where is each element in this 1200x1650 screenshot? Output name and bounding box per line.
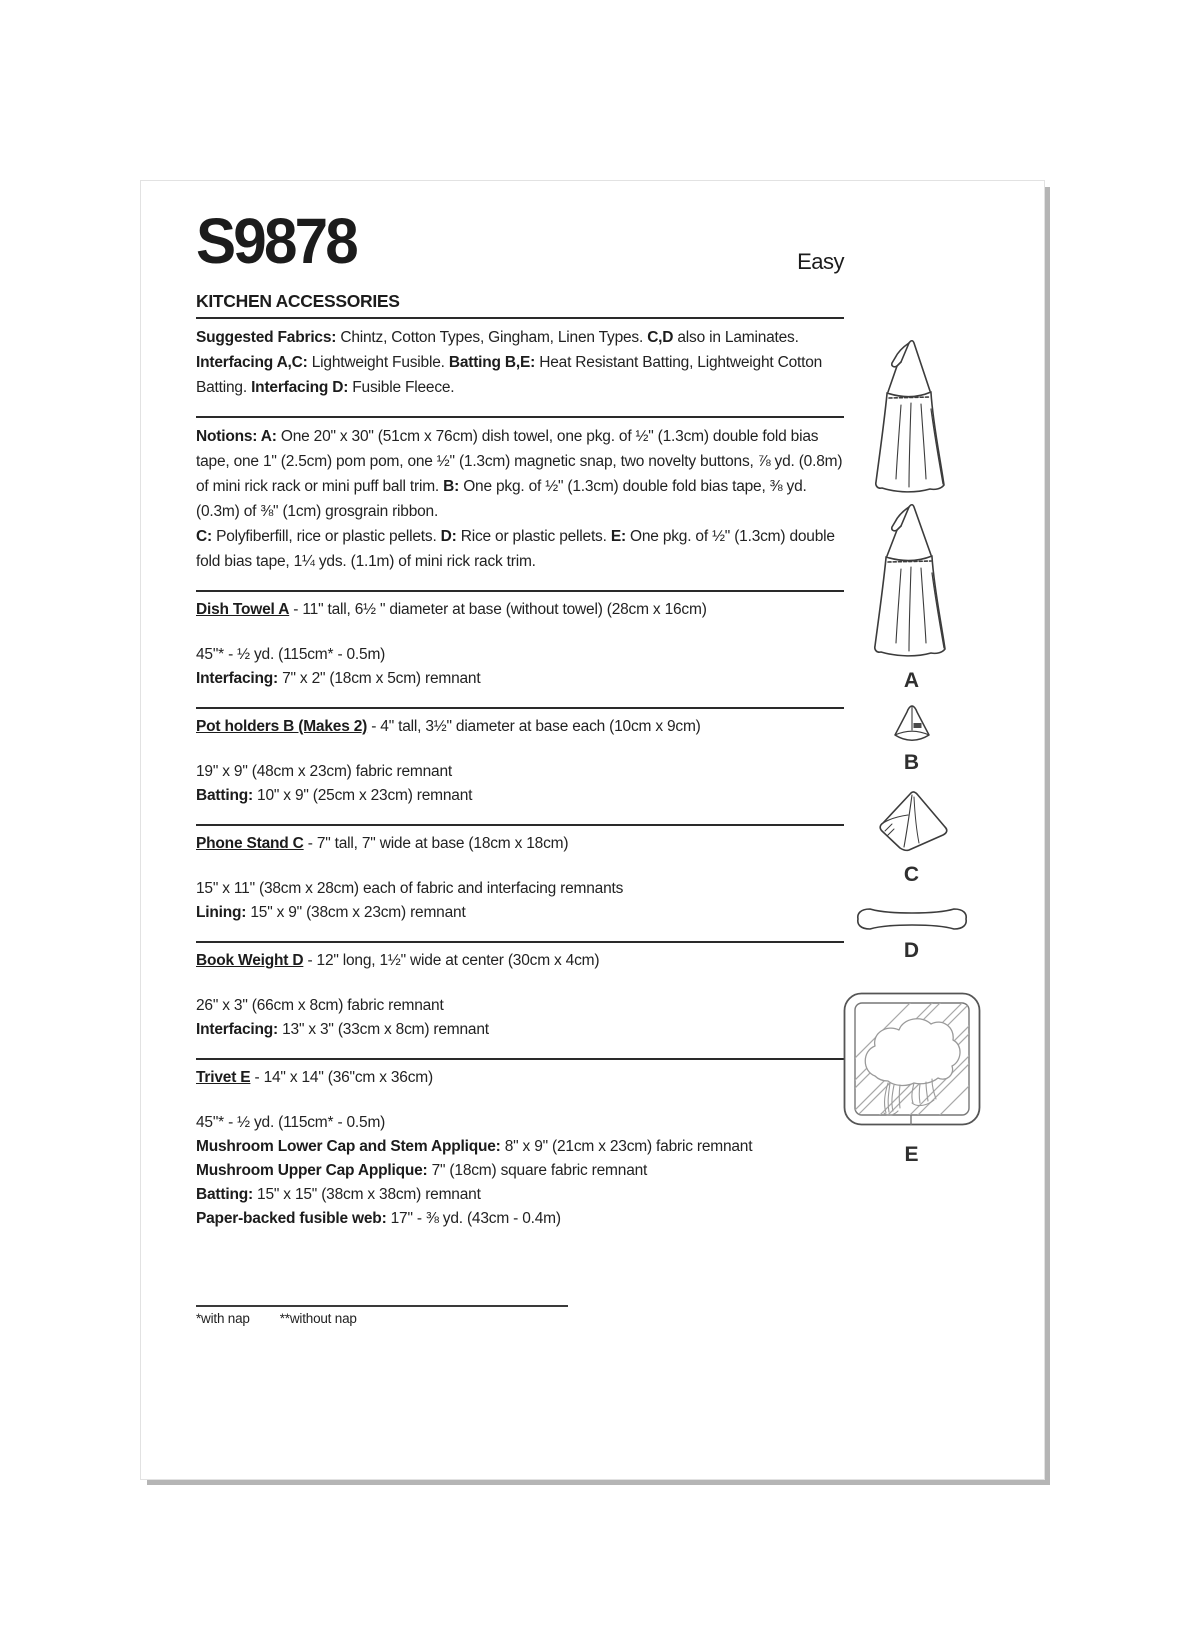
spec-section-dimensions: - 4" tall, 3½" diameter at base each (10cm x 9cm): [367, 718, 701, 735]
spec-line: 45"* - ½ yd. (115cm* - 0.5m): [196, 1114, 386, 1131]
spec-section: [196, 590, 844, 691]
spec-section-name: Pot holders B (Makes 2): [196, 718, 368, 735]
spec-line: 45"* - ½ yd. (115cm* - 0.5m): [196, 646, 386, 663]
spec-line: 26" x 3" (66cm x 8cm) fabric remnant: [196, 997, 444, 1014]
spec-section-dimensions: - 14" x 14" (36"cm x 36cm): [250, 1069, 433, 1086]
book-weight-d-illustration: [855, 905, 969, 933]
notions-paragraph: Notions: A: One 20" x 30" (51cm x 76cm) dish towel, one pkg. of ½" (1.3cm) double fold bias tape, one 1" (2.5cm) pom pom, one ½" (1.3cm) magnetic snap, two novelty buttons, ⅞ yd. (0.8m) of mini rick rack or mini puff ball trim. B: One pkg. of ½" (1.3cm) double fold bias tape, ⅜ yd. (0.3m) of ⅜" (1cm) grosgrain ribbon. C: Polyfiberfill, rice or plastic pellets. D: Rice or plastic pellets. E: One pkg. of ½" (1.3cm) double fold bias tape, 1¼ yds. (1.1m) of mini rick rack trim.: [196, 428, 843, 570]
divider: [196, 1058, 844, 1060]
spec-section-lines: [196, 1111, 844, 1231]
spec-line: Batting: 15" x 15" (38cm x 38cm) remnant: [196, 1186, 481, 1203]
spec-section-name: Trivet E: [196, 1069, 251, 1086]
spec-line: Mushroom Lower Cap and Stem Applique: 8" x 9" (21cm x 23cm) fabric remnant: [196, 1138, 753, 1155]
spec-line: 19" x 9" (48cm x 23cm) fabric remnant: [196, 763, 453, 780]
spec-section-lines: [196, 994, 844, 1042]
text-column: [196, 205, 844, 1326]
footnote-divider: [196, 1305, 568, 1307]
spec-sections: [196, 590, 844, 1231]
figure-label-c: C: [903, 863, 920, 886]
spec-section: [196, 1058, 844, 1231]
suggested-fabrics-paragraph: Suggested Fabrics: Chintz, Cotton Types, Gingham, Linen Types. C,D also in Laminates. Interfacing A,C: Lightweight Fusible. Batting B,E: Heat Resistant Batting, Lightweight Cotton Batting. Interfacing D: Fusible Fleece.: [196, 329, 823, 396]
spec-section-name: Phone Stand C: [196, 835, 304, 852]
footnote-with-nap: *with nap: [196, 1311, 250, 1326]
spec-section: [196, 707, 844, 808]
spec-line: Lining: 15" x 9" (38cm x 23cm) remnant: [196, 904, 466, 921]
category-heading: KITCHEN ACCESSORIES: [196, 291, 844, 319]
spec-section-title: [196, 1066, 844, 1090]
spec-section: [196, 824, 844, 925]
spec-section-name: Dish Towel A: [196, 601, 290, 618]
footnote-without-nap: **without nap: [279, 1311, 357, 1326]
spec-section-title: [196, 949, 844, 973]
spec-line: Batting: 10" x 9" (25cm x 23cm) remnant: [196, 787, 473, 804]
phone-stand-c-illustration: [873, 789, 951, 855]
footnotes: [196, 1311, 844, 1326]
spec-line: Interfacing: 13" x 3" (33cm x 8cm) remnant: [196, 1021, 489, 1038]
figure-label-a: A: [903, 669, 920, 692]
divider: [196, 824, 844, 826]
spec-line: Interfacing: 7" x 2" (18cm x 5cm) remnant: [196, 670, 481, 687]
pot-holder-b-illustration: [889, 703, 935, 745]
spec-section-lines: [196, 643, 844, 691]
dish-towel-a-front-illustration: [872, 339, 952, 497]
spec-section-title: [196, 715, 844, 739]
divider: [196, 416, 844, 418]
spec-section-title: [196, 598, 844, 622]
spec-section-dimensions: - 7" tall, 7" wide at base (18cm x 18cm): [303, 835, 569, 852]
spec-section-title: [196, 832, 844, 856]
figure-label-e: E: [904, 1143, 919, 1166]
figure-label-d: D: [903, 939, 920, 962]
figure-label-b: B: [903, 751, 920, 774]
difficulty-label: Easy: [797, 249, 844, 274]
spec-line: Paper-backed fusible web: 17" - ⅜ yd. (43cm - 0.4m): [196, 1210, 561, 1227]
spec-line: 15" x 11" (38cm x 28cm) each of fabric and interfacing remnants: [196, 880, 624, 897]
illustration-column: [829, 339, 994, 1167]
spec-section-lines: [196, 760, 844, 808]
trivet-e-illustration: [842, 991, 982, 1133]
divider: [196, 941, 844, 943]
divider: [196, 590, 844, 592]
spec-section-dimensions: - 12" long, 1½" wide at center (30cm x 4cm): [303, 952, 600, 969]
pattern-envelope-back: [140, 180, 1045, 1480]
spec-section: [196, 941, 844, 1042]
spec-section-name: Book Weight D: [196, 952, 304, 969]
spec-section-lines: [196, 877, 844, 925]
spec-line: Mushroom Upper Cap Applique: 7" (18cm) square fabric remnant: [196, 1162, 648, 1179]
spec-section-dimensions: - 11" tall, 6½ " diameter at base (without towel) (28cm x 16cm): [289, 601, 707, 618]
dish-towel-a-back-illustration: [871, 503, 953, 661]
divider: [196, 707, 844, 709]
pattern-number: S9878: [196, 205, 356, 277]
